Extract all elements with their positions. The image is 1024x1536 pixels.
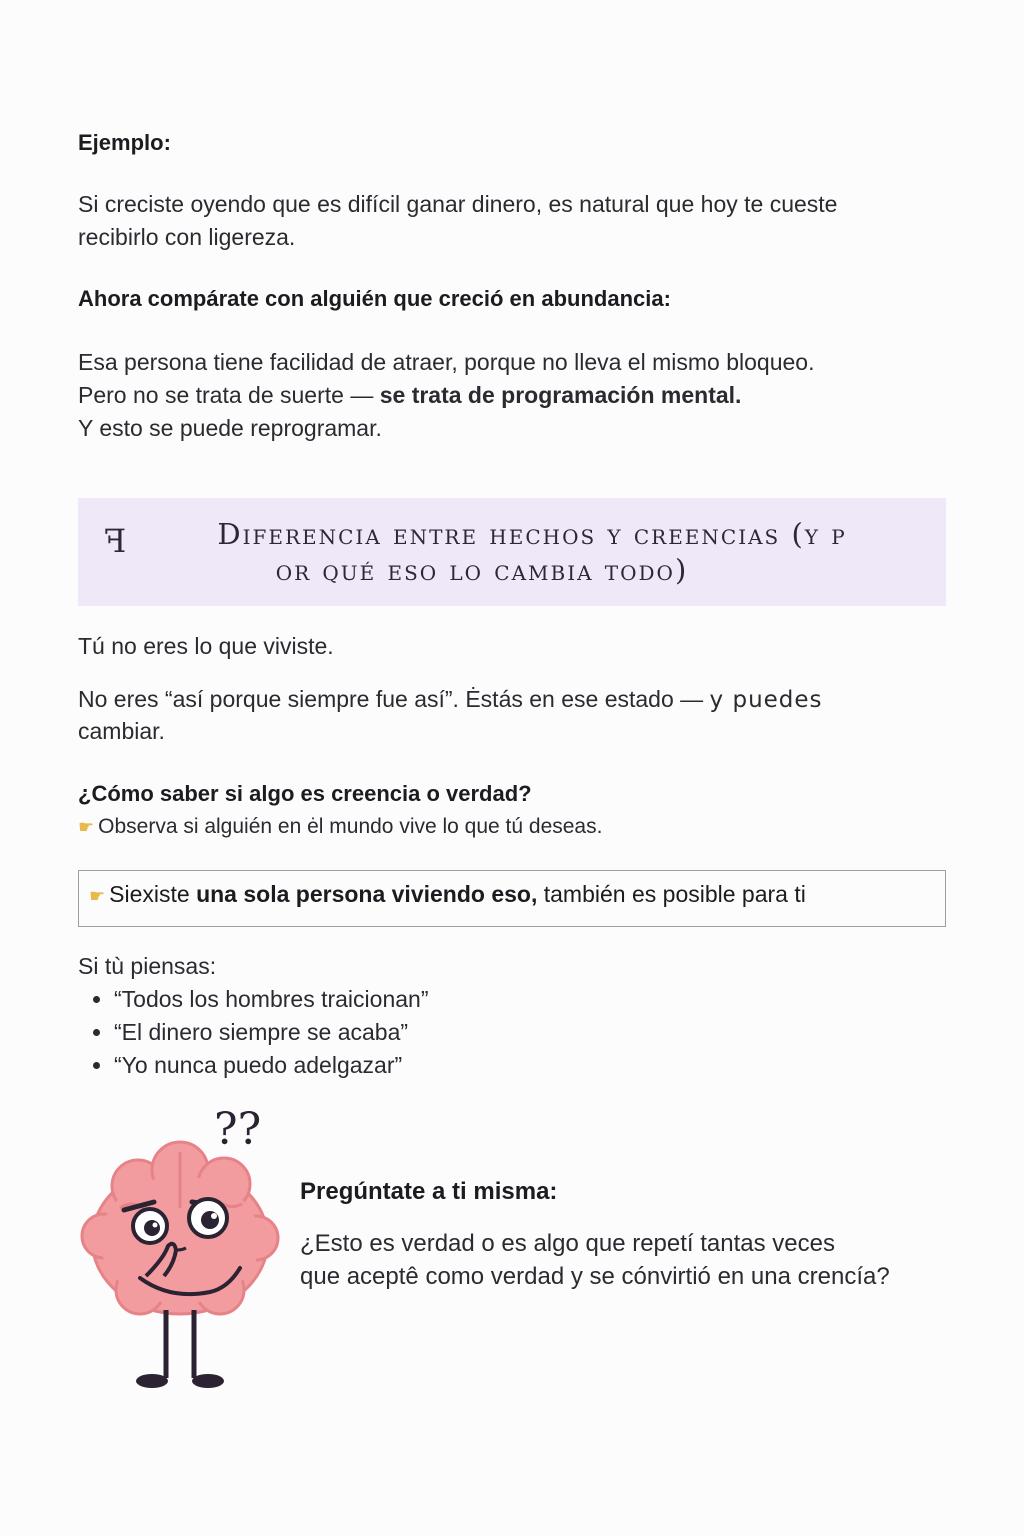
brain-legs: [136, 1310, 224, 1388]
compare-label: Ahora compárate con alguién que creció en abundancia:: [78, 286, 671, 311]
thinking-brain-icon: [80, 1098, 280, 1398]
section-heading: [78, 516, 946, 588]
observe-text: Observa si alguién en ėl mundo vive lo que tú deseas.: [98, 815, 603, 838]
highlight-box: [78, 870, 946, 927]
reflection-line-1: ¿Esto es verdad o es algo que repetí tantas veces: [300, 1230, 835, 1257]
list-item: • “El dinero siempre se acaba”: [114, 1016, 428, 1049]
compare-line-3: Y esto se puede reprogramar.: [78, 415, 382, 441]
highlight-text: [89, 881, 806, 908]
section-heading-line-1: Diferencia entre hechos y creencias (y p: [217, 517, 847, 551]
heading-glyph: ꟻ: [104, 522, 127, 560]
section-heading-box: [78, 498, 946, 606]
highlight-bold: una sola persona viviendo eso,: [196, 881, 538, 907]
example-label: Ejemplo:: [78, 130, 171, 155]
facts-line-2-prefix: No eres “así porque siempre fue así”. Ėstás en ese estado —: [78, 686, 710, 712]
list-item: • “Yo nunca puedo adelgazar”: [114, 1049, 428, 1082]
beliefs-intro: Si tù piensas:: [78, 953, 217, 979]
beliefs-list: [78, 983, 428, 1082]
example-line-1: Si creciste oyendo que es difícil ganar dinero, es natural que hoy te cueste: [78, 191, 838, 217]
pointing-hand-icon: ☛: [78, 817, 95, 837]
pointing-hand-icon: ☛: [89, 886, 106, 906]
compare-line-2-bold: se trata de programación mental.: [379, 382, 742, 408]
highlight-prefix: Siexiste: [109, 881, 197, 907]
section-heading-line-2: or qué eso lo cambia todo): [275, 553, 689, 587]
reflection-label: Pregúntate a ti misma:: [300, 1178, 558, 1205]
facts-line-2: [78, 683, 823, 717]
question-label: ¿Cómo saber si algo es creencia o verdad?: [78, 781, 532, 806]
facts-line-3: cambiar.: [78, 718, 165, 744]
compare-line-2-prefix: Pero no se trata de suerte —: [78, 382, 380, 408]
facts-line-1: Tú no eres lo que viviste.: [78, 633, 334, 659]
question-marks-icon: ??: [214, 1104, 262, 1155]
list-item: • “Todos los hombres traicionan”: [114, 983, 428, 1016]
highlight-suffix: también es posible para ti: [537, 881, 806, 907]
reflection-line-2: que aceptê como verdad y se cónvirtió en una crencía?: [300, 1263, 890, 1290]
facts-line-2-emph: y puedes: [709, 687, 823, 713]
observe-line: [78, 810, 602, 844]
example-line-2: recibirlo con ligereza.: [78, 224, 296, 250]
compare-line-2: [78, 379, 741, 412]
compare-line-1: Esa persona tiene facilidad de atraer, porque no lleva el mismo bloqueo.: [78, 349, 815, 375]
brain-body: [82, 1142, 278, 1314]
